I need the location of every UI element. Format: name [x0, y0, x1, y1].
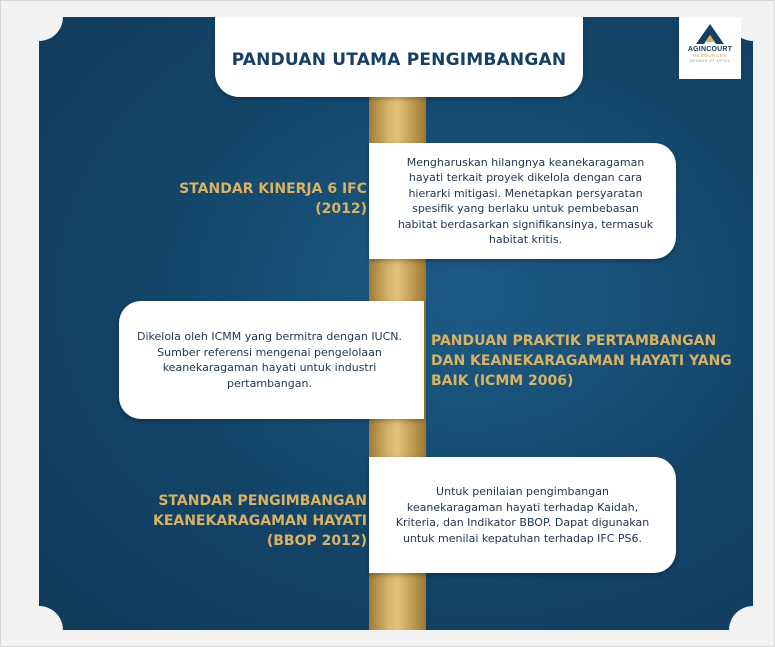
- heading-line: BAIK (ICMM 2006): [431, 373, 574, 389]
- mountain-logo-icon: [695, 23, 725, 45]
- heading-line: (BBOP 2012): [266, 533, 367, 549]
- corner-cutout: [39, 17, 63, 41]
- heading-line: STANDAR KINERJA 6 IFC: [179, 181, 367, 197]
- corner-cutout: [729, 606, 753, 630]
- heading-line: (2012): [315, 201, 367, 217]
- page-title: PANDUAN UTAMA PENGIMBANGAN: [231, 50, 567, 70]
- card-text: Untuk penilaian pengimbangan keanekaragaman hayati terhadap Kaidah, Kriteria, dan Indikator BBOP. Dapat digunakan untuk menilai kepatuhan terhadap IFC PS6.: [395, 485, 650, 545]
- title-box: [215, 17, 583, 97]
- infographic-panel: [39, 17, 753, 630]
- section-heading-ifc: [159, 179, 367, 219]
- description-card-icmm: [119, 301, 424, 419]
- card-text: Mengharuskan hilangnya keanekaragaman hayati terkait proyek dikelola dengan cara hierarki mitigasi. Menetapkan persyaratan spesifik yang berlaku untuk pembebasan habitat berdasarkan signifikansinya, termasuk habitat kritis.: [397, 155, 654, 246]
- heading-line: STANDAR PENGIMBANGAN: [158, 493, 367, 509]
- section-heading-icmm: [431, 331, 741, 391]
- description-card-ifc: [369, 143, 676, 259]
- logo-name: AGINCOURT: [687, 46, 733, 53]
- card-text: Dikelola oleh ICMM yang bermitra dengan IUCN. Sumber referensi mengenai pengelolaan keanekaragaman hayati untuk industri pertambangan.: [137, 330, 403, 390]
- company-logo: [679, 17, 741, 79]
- heading-line: KEANEKARAGAMAN HAYATI: [152, 513, 367, 529]
- corner-cutout: [39, 606, 63, 630]
- logo-tagline: MEMBER OF ASTRA: [689, 59, 731, 63]
- description-card-bbop: [369, 457, 676, 573]
- heading-line: PANDUAN PRAKTIK PERTAMBANGAN: [431, 333, 717, 349]
- heading-line: DAN KEANEKARAGAMAN HAYATI YANG: [431, 353, 732, 369]
- section-heading-bbop: [137, 491, 367, 551]
- logo-subtitle: RESOURCES: [693, 53, 727, 58]
